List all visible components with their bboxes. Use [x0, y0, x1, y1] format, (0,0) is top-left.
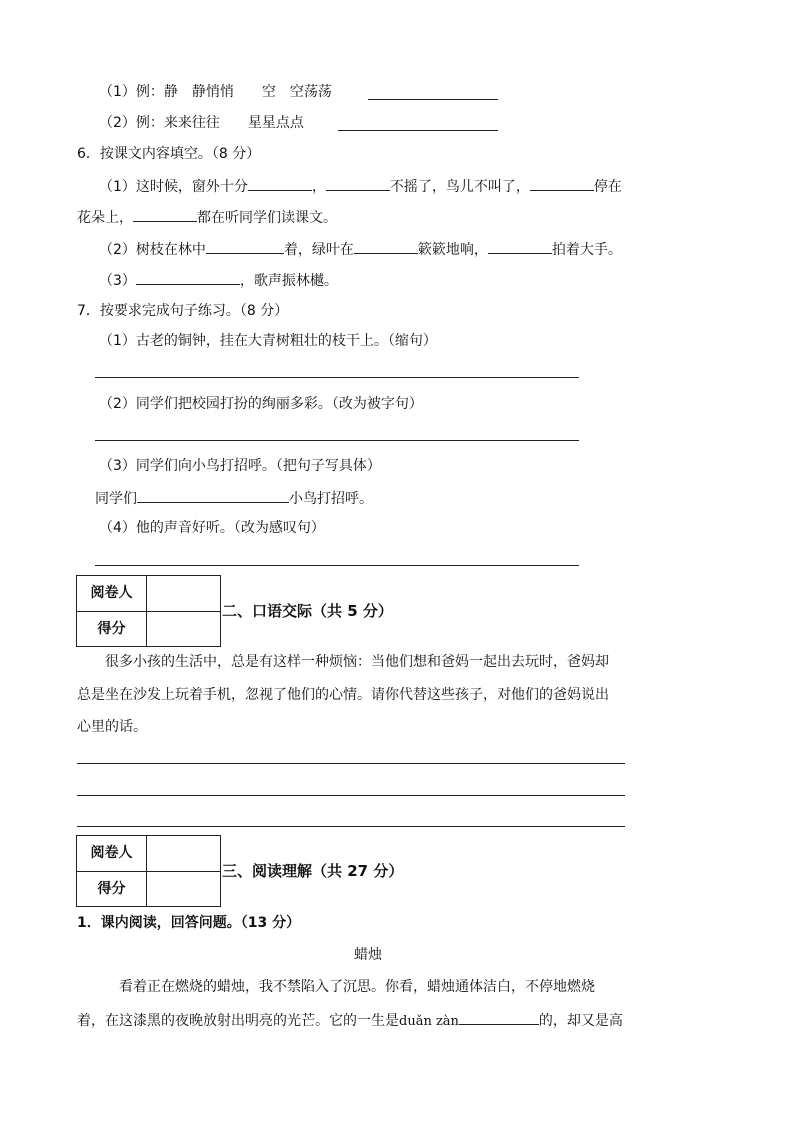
passage-title: 蜡烛 — [354, 947, 382, 963]
q6-line-3: （2）树枝在林中 着，绿叶在 簌簌地响， 拍着大手。 — [99, 238, 622, 260]
q6-blank-3[interactable] — [530, 175, 594, 191]
section2-score-table — [76, 575, 221, 647]
q7-sentence-3-fill: 同学们 小鸟打招呼。 — [95, 487, 373, 509]
q7-answer-line-1[interactable] — [95, 377, 579, 378]
q7-title: 7．按要求完成句子练习。（8 分） — [77, 303, 289, 319]
q6-title: 6．按课文内容填空。（8 分） — [77, 146, 261, 162]
section2-prompt-line-2: 总是坐在沙发上玩着手机，忽视了他们的心情。请你代替这些孩子，对他们的爸妈说出 — [77, 687, 609, 703]
score-label: 得分 — [77, 612, 147, 646]
q7-sentence-4: （4）他的声音好听。（改为感叹句） — [99, 520, 325, 536]
q6-blank-2[interactable] — [326, 175, 390, 191]
reviewer-label: 阅卷人 — [77, 576, 147, 612]
q6-line-4: （3） ，歌声振林樾。 — [99, 269, 338, 291]
score-cell[interactable] — [147, 872, 220, 906]
q6-blank-7[interactable] — [488, 238, 552, 254]
q6-blank-1[interactable] — [248, 175, 312, 191]
q7-sentence-1: （1）古老的铜钟，挂在大青树粗壮的枝干上。（缩句） — [99, 333, 437, 349]
reviewer-cell[interactable] — [147, 576, 220, 612]
section3-title: 三、阅读理解（共 27 分） — [222, 862, 404, 880]
pinyin-hint: duǎn zàn — [399, 1014, 459, 1029]
section2-prompt-line-1: 很多小孩的生活中，总是有这样一种烦恼：当他们想和爸妈一起出去玩时，爸妈却 — [105, 654, 609, 670]
q7-answer-line-4[interactable] — [95, 565, 579, 566]
passage-blank-1[interactable] — [459, 1009, 539, 1025]
q6-blank-4[interactable] — [133, 206, 197, 222]
section3-question-1: 1．课内阅读，回答问题。（13 分） — [77, 915, 301, 931]
q7-sentence-2: （2）同学们把校园打扮的绚丽多彩。（改为被字句） — [99, 396, 423, 412]
score-cell[interactable] — [147, 612, 220, 646]
section2-answer-line-2[interactable] — [77, 795, 625, 796]
q5-answer-blank-2[interactable] — [338, 115, 498, 131]
section2-title: 二、口语交际（共 5 分） — [222, 602, 393, 620]
q5-example-2: （2）例：来来往往 星星点点 — [99, 115, 304, 131]
reviewer-cell[interactable] — [147, 836, 220, 872]
q6-line-2: 花朵上， 都在听同学们读课文。 — [77, 206, 337, 228]
score-label: 得分 — [77, 872, 147, 906]
section2-answer-line-1[interactable] — [77, 763, 625, 764]
q7-sentence-3: （3）同学们向小鸟打招呼。（把句子写具体） — [99, 458, 381, 474]
q5-example-1: （1）例：静 静悄悄 空 空荡荡 — [99, 84, 332, 100]
q6-blank-6[interactable] — [354, 238, 418, 254]
q7-answer-line-2[interactable] — [95, 440, 579, 441]
q6-line-1: （1）这时候，窗外十分 ， 不摇了，鸟儿不叫了， 停在 — [99, 175, 622, 197]
q6-blank-5[interactable] — [206, 238, 284, 254]
section3-score-table — [76, 835, 221, 907]
passage-line-1: 看着正在燃烧的蜡烛，我不禁陷入了沉思。你看，蜡烛通体洁白，不停地燃烧 — [119, 979, 595, 995]
q5-answer-blank-1[interactable] — [368, 84, 498, 100]
reviewer-label: 阅卷人 — [77, 836, 147, 872]
section2-prompt-line-3: 心里的话。 — [77, 719, 147, 735]
q7-blank-3[interactable] — [137, 487, 289, 503]
section2-answer-line-3[interactable] — [77, 826, 625, 827]
q6-blank-8[interactable] — [136, 269, 240, 285]
passage-line-2: 着，在这漆黑的夜晚放射出明亮的光芒。它的一生是duǎn zàn 的，却又是高 — [77, 1009, 623, 1032]
